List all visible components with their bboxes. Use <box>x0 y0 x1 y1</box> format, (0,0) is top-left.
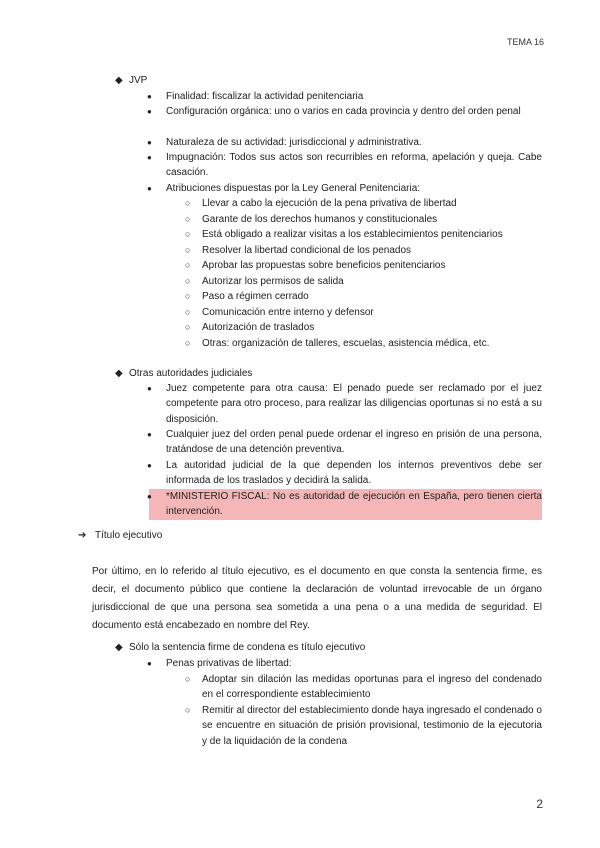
circle-bullet-icon: ○ <box>185 260 191 270</box>
list-item: ● Impugnación: Todos sus actos son recurribles en reforma, apelación y queja. Cabe casación. <box>147 152 542 179</box>
bullet-icon: ● <box>147 92 152 101</box>
bullet-icon: ● <box>147 430 152 439</box>
sub-list-item: ○ Autorizar los permisos de salida <box>186 274 542 289</box>
bullet-icon: ● <box>147 461 152 470</box>
list-item: ● Cualquier juez del orden penal puede ordenar el ingreso en prisión de una persona, tratándose de una detención preventiva. <box>147 429 542 456</box>
sub-list-item: ○ Adoptar sin dilación las medidas oportunas para el ingreso del condenado en el correspondiente establecimiento <box>185 674 542 701</box>
circle-bullet-icon: ○ <box>185 275 191 286</box>
circle-bullet-icon: ○ <box>185 291 191 301</box>
heading-text: Título ejecutivo <box>95 530 163 541</box>
sub-list-item: ○ Está obligado a realizar visitas a los establecimientos penitenciarios <box>186 227 542 242</box>
circle-bullet-icon: ○ <box>185 337 191 348</box>
list-item: ● Configuración orgánica: uno o varios en cada provincia y dentro del orden penal <box>149 104 542 119</box>
circle-bullet-icon: ○ <box>185 198 191 208</box>
bullet-icon: ● <box>147 384 152 393</box>
diamond-bullet-icon: ◆ <box>115 642 123 653</box>
section-title: JVP <box>129 75 148 86</box>
bullet-icon: ● <box>147 184 152 193</box>
sub-list-item: ○ Garante de los derechos humanos y constitucionales <box>186 212 542 227</box>
sub-list-item: ○ Resolver la libertad condicional de los penados <box>186 243 542 258</box>
bullet-icon: ● <box>147 492 152 501</box>
bullet-icon: ● <box>147 138 152 147</box>
sub-list-item: ○ Paso a régimen cerrado <box>186 289 542 304</box>
body-paragraph: Por último, en lo referido al título ejecutivo, es el documento en que consta la sentencia firme, es decir, el documento público que contiene la declaración de voluntad irrevocable de un órgano jurisdiccional de que una persona sea sometida a una pena o a una medida de seguridad. El documento está encabezado en nombre del Rey. <box>92 566 542 631</box>
page-number: 2 <box>536 797 543 811</box>
list-item: ● Finalidad: fiscalizar la actividad penitenciaria <box>149 89 542 104</box>
arrow-right-icon: ➔ <box>78 530 87 541</box>
sub-list-item: ○ Otras: organización de talleres, escuelas, asistencia médica, etc. <box>186 336 542 351</box>
circle-bullet-icon: ○ <box>185 705 191 715</box>
circle-bullet-icon: ○ <box>185 229 191 239</box>
circle-bullet-icon: ○ <box>185 244 191 255</box>
sub-list-item: ○ Autorización de traslados <box>186 320 542 335</box>
list-item: ● Penas privativas de libertad: <box>149 656 542 671</box>
list-item: ● Atribuciones dispuestas por la Ley General Penitenciaria: <box>149 181 542 196</box>
list-item: ● La autoridad judicial de la que dependen los internos preventivos debe ser informada de los traslados y decidirá la salida. <box>147 460 542 487</box>
page-header: TEMA 16 <box>506 37 544 47</box>
circle-bullet-icon: ○ <box>185 674 191 684</box>
circle-bullet-icon: ○ <box>185 213 191 224</box>
diamond-bullet-icon: ◆ <box>115 75 123 86</box>
section-title: Sólo la sentencia firme de condena es título ejecutivo <box>129 642 366 653</box>
bullet-icon: ● <box>147 659 152 668</box>
sub-list-item: ○ Comunicación entre interno y defensor <box>186 305 542 320</box>
section-title: Otras autoridades judiciales <box>129 368 253 379</box>
highlighted-list-item: ● *MINISTERIO FISCAL: No es autoridad de ejecución en España, pero tienen cierta intervención. <box>149 489 542 520</box>
diamond-bullet-icon: ◆ <box>115 368 123 379</box>
circle-bullet-icon: ○ <box>185 306 191 317</box>
list-item: ● Naturaleza de su actividad: jurisdiccional y administrativa. <box>149 135 542 150</box>
circle-bullet-icon: ○ <box>185 322 191 332</box>
sub-list-item: ○ Llevar a cabo la ejecución de la pena privativa de libertad <box>186 196 542 211</box>
bullet-icon: ● <box>147 153 152 162</box>
sub-list-item: ○ Aprobar las propuestas sobre beneficios penitenciarios <box>186 258 542 273</box>
sub-list-item: ○ Remitir al director del establecimiento donde haya ingresado el condenado o se encuentre en situación de prisión provisional, testimonio de la ejecutoria y de la liquidación de la condena <box>185 705 542 747</box>
bullet-icon: ● <box>147 107 152 116</box>
list-item: ● Juez competente para otra causa: El penado puede ser reclamado por el juez competente para otro proceso, para realizar las diligencias oportunas si no está a su disposición. <box>147 383 542 425</box>
